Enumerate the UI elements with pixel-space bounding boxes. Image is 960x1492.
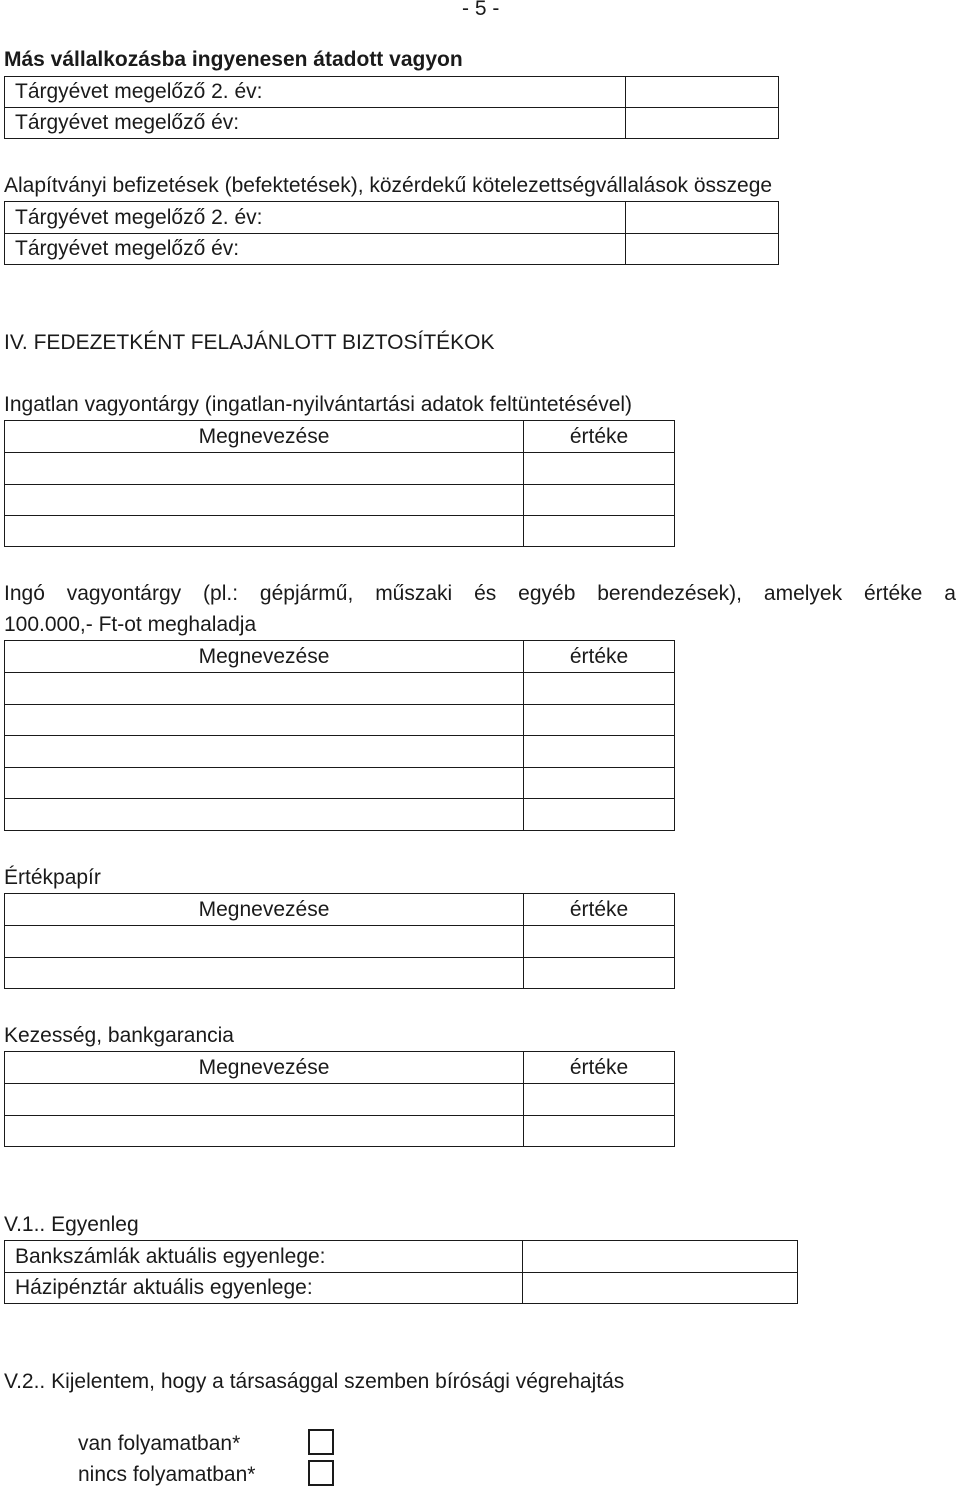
movable-title-word: (pl.: (203, 582, 239, 605)
securities-name-cell[interactable] (4, 957, 524, 989)
option-in-progress-label: van folyamatban* (78, 1432, 241, 1455)
free-transfer-value-2[interactable] (626, 108, 778, 138)
movable-name-cell[interactable] (4, 704, 524, 736)
real-estate-name-cell[interactable] (4, 484, 524, 516)
foundation-label-2: Tárgyévet megelőző év: (15, 237, 240, 260)
option-not-in-progress-checkbox[interactable] (308, 1460, 334, 1486)
movable-value-cell[interactable] (523, 704, 675, 736)
option-in-progress-checkbox[interactable] (308, 1429, 334, 1455)
movable-col-name: Megnevezése (4, 640, 524, 673)
movable-value-cell[interactable] (523, 672, 675, 705)
option-not-in-progress-label: nincs folyamatban* (78, 1463, 256, 1486)
movable-name-cell[interactable] (4, 798, 524, 831)
foundation-label-1: Tárgyévet megelőző 2. év: (15, 206, 263, 229)
foundation-value-1[interactable] (626, 202, 778, 233)
movable-name-cell[interactable] (4, 767, 524, 799)
movable-name-cell[interactable] (4, 735, 524, 768)
movable-title-word: és (474, 582, 497, 605)
page-number: - 5 - (462, 0, 500, 20)
movable-title-word: Ingó (4, 582, 45, 605)
real-estate-title: Ingatlan vagyontárgy (ingatlan-nyilvántartási adatok feltüntetésével) (4, 393, 633, 416)
bank-balance-label: Bankszámlák aktuális egyenlege: (15, 1245, 326, 1268)
movable-value-cell[interactable] (523, 735, 675, 768)
real-estate-value-cell[interactable] (523, 484, 675, 516)
free-transfer-value-1[interactable] (626, 77, 778, 107)
guarantee-value-cell[interactable] (523, 1115, 675, 1147)
guarantee-col-value: értéke (523, 1051, 675, 1084)
section-4-title: IV. FEDEZETKÉNT FELAJÁNLOTT BIZTOSÍTÉKOK (4, 331, 495, 354)
foundation-title: Alapítványi befizetések (befektetések), közérdekű kötelezettségvállalások összege (4, 174, 773, 197)
securities-col-name: Megnevezése (4, 893, 524, 926)
securities-value-cell[interactable] (523, 925, 675, 958)
guarantee-col-name: Megnevezése (4, 1051, 524, 1084)
movable-title-word: amelyek (763, 582, 843, 605)
real-estate-col-value: értéke (523, 420, 675, 453)
securities-title: Értékpapír (4, 866, 101, 889)
real-estate-name-cell[interactable] (4, 515, 524, 547)
cash-balance-label: Házipénztár aktuális egyenlege: (15, 1276, 313, 1299)
movable-title-word: egyéb (518, 582, 576, 605)
real-estate-value-cell[interactable] (523, 515, 675, 547)
securities-value-cell[interactable] (523, 957, 675, 989)
free-transfer-label-2: Tárgyévet megelőző év: (15, 111, 240, 134)
movable-value-cell[interactable] (523, 798, 675, 831)
movable-title-word: értéke (863, 582, 923, 605)
real-estate-col-name: Megnevezése (4, 420, 524, 453)
free-transfer-title: Más vállalkozásba ingyenesen átadott vagyon (4, 48, 463, 71)
movable-title-word: műszaki (375, 582, 453, 605)
guarantee-name-cell[interactable] (4, 1115, 524, 1147)
movable-title-word: berendezések), (597, 582, 743, 605)
guarantee-name-cell[interactable] (4, 1083, 524, 1116)
bank-balance-value[interactable] (523, 1241, 797, 1272)
movable-title-word: a (944, 582, 956, 605)
movable-value-cell[interactable] (523, 767, 675, 799)
foundation-value-2[interactable] (626, 234, 778, 264)
guarantee-value-cell[interactable] (523, 1083, 675, 1116)
movable-col-value: értéke (523, 640, 675, 673)
real-estate-name-cell[interactable] (4, 452, 524, 485)
real-estate-value-cell[interactable] (523, 452, 675, 485)
movable-title-line-2: 100.000,- Ft-ot meghaladja (4, 613, 257, 636)
securities-name-cell[interactable] (4, 925, 524, 958)
free-transfer-label-1: Tárgyévet megelőző 2. év: (15, 80, 263, 103)
movable-name-cell[interactable] (4, 672, 524, 705)
declaration-title: V.2.. Kijelentem, hogy a társasággal szemben bírósági végrehajtás (4, 1370, 625, 1393)
cash-balance-value[interactable] (523, 1273, 797, 1303)
movable-title-word: vagyontárgy (66, 582, 182, 605)
securities-col-value: értéke (523, 893, 675, 926)
movable-title-word: gépjármű, (259, 582, 354, 605)
guarantee-title: Kezesség, bankgarancia (4, 1024, 234, 1047)
movable-title-line-1 (4, 581, 956, 607)
balance-title: V.1.. Egyenleg (4, 1213, 139, 1236)
